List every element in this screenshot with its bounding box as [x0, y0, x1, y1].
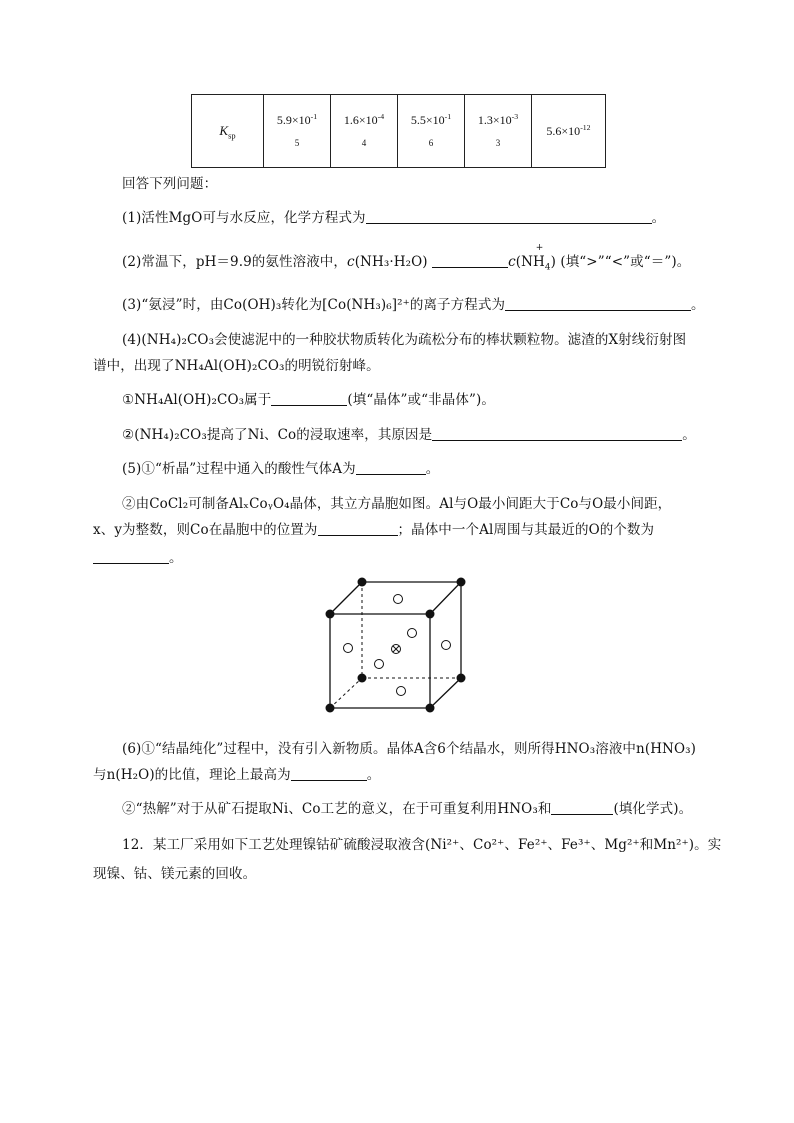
question-6-2: [122, 797, 692, 817]
ksp-value-base: 1.3×10: [477, 112, 512, 127]
ksp-table: [191, 94, 606, 168]
table-row: [192, 95, 606, 168]
q2-nh4-sub: 4: [544, 262, 551, 273]
question-4-line-1: (4)(NH₄)₂CO₃会使滤泥中的一种胶状物质转化为疏松分布的棒状颗粒物。滤渣的X射线衍射图: [122, 332, 687, 348]
question-12-line-1: 12．某工厂采用如下工艺处理镍钴矿硫酸浸取液含(Ni²⁺、Co²⁺、Fe²⁺、Fe³⁺、Mg²⁺和Mn²⁺)。实: [122, 837, 722, 853]
question-4-line-2: 谱中，出现了NH₄Al(OH)₂CO₃的明锐衍射峰。: [93, 358, 380, 374]
answer-blank[interactable]: [432, 427, 682, 441]
ksp-value-exponent: -4: [377, 111, 385, 121]
q5-2-text: x、y为整数，则Co在晶胞中的位置为: [93, 522, 318, 538]
q6-1-text: 与n(H₂O)的比值，理论上最高为: [93, 767, 291, 783]
answer-blank[interactable]: [291, 767, 367, 781]
ksp-value-exponent-cont: 3: [495, 137, 501, 148]
question-1: [122, 206, 665, 226]
ksp-value-base: 5.9×10: [276, 112, 311, 127]
ksp-symbol: K: [219, 123, 229, 138]
answer-blank[interactable]: [271, 392, 347, 406]
ksp-value-cell: [532, 95, 606, 168]
answer-blank[interactable]: [432, 254, 508, 268]
q2-nh4-open: (NH: [515, 254, 545, 270]
answer-blank[interactable]: [505, 297, 691, 311]
q2-conc-symbol: c: [508, 254, 516, 270]
question-4-2: [122, 423, 696, 443]
ksp-value-base: 5.6×10: [546, 124, 581, 138]
q5-2-end: 。: [169, 550, 183, 566]
q4-1-tail: (填“晶体”或“非晶体”)。: [347, 392, 495, 408]
answer-blank[interactable]: [93, 550, 169, 564]
question-3: [122, 293, 705, 313]
question-5-1: [122, 457, 439, 477]
q2-conc-symbol: c: [347, 254, 355, 270]
q2-text: (2)常温下，pH＝9.9的氨性溶液中，: [122, 254, 348, 270]
answer-blank[interactable]: [318, 522, 398, 536]
crystal-cell-diagram: [318, 572, 478, 722]
q5-1-text: (5)①“析晶”过程中通入的酸性气体A为: [122, 461, 356, 477]
ksp-value-exponent: -12: [580, 123, 591, 132]
question-6-line-2: [93, 763, 380, 783]
question-4-1: [122, 388, 495, 408]
q4-2-text: ②(NH₄)₂CO₃提高了Ni、Co的浸取速率，其原因是: [122, 427, 433, 443]
q2-nh3: (NH₃·H₂O): [354, 254, 433, 270]
ksp-value-exponent: -3: [511, 111, 519, 121]
q3-end: 。: [691, 297, 705, 313]
answer-blank[interactable]: [366, 210, 652, 224]
question-5-2-line-2: [93, 518, 654, 538]
question-2: [122, 243, 691, 273]
question-12-line-2: 现镍、钴、镁元素的回收。: [93, 866, 257, 882]
q1-end: 。: [651, 210, 666, 226]
q3-text: (3)“氨浸”时，由Co(OH)₃转化为[Co(NH₃)₆]²⁺的离子方程式为: [122, 297, 506, 313]
answer-blank[interactable]: [356, 461, 426, 475]
ksp-value-exponent-cont: 4: [361, 137, 367, 148]
question-5-2-line-1: ②由CoCl₂可制备AlₓCoᵧO₄晶体，其立方晶胞如图。Al与O最小间距大于Co与O最小间距，: [122, 496, 672, 512]
q4-1-text: ①NH₄Al(OH)₂CO₃属于: [122, 392, 272, 408]
ksp-value-exponent-cont: 6: [428, 137, 434, 148]
question-6-line-1: (6)①“结晶纯化”过程中，没有引入新物质。晶体A含6个结晶水，则所得HNO₃溶液中n(HNO₃): [122, 741, 697, 757]
ksp-value-base: 5.5×10: [410, 112, 445, 127]
ksp-value-base: 1.6×10: [343, 112, 378, 127]
ksp-value-exponent: -1: [444, 111, 452, 121]
ksp-value-cell: [465, 95, 532, 168]
q6-2-text: ②“热解”对于从矿石提取Ni、Co工艺的意义，在于可重复利用HNO₃和: [122, 801, 552, 817]
q4-2-tail: 。: [682, 427, 696, 443]
q5-1-tail: 。: [425, 461, 440, 477]
ksp-symbol-subscript: sp: [228, 130, 236, 141]
ksp-value-cell: [264, 95, 331, 168]
q2-nh4-charge: +: [535, 243, 544, 253]
q2-ammonium: [515, 243, 551, 273]
answer-blank[interactable]: [551, 801, 613, 815]
q6-2-tail: (填化学式)。: [613, 801, 693, 817]
ksp-value-exponent: -1: [310, 111, 318, 121]
q5-2-text-2: ；晶体中一个Al周围与其最近的O的个数为: [397, 522, 655, 538]
question-5-2-line-3: [93, 546, 183, 566]
q2-tail: ) (填“>”“<”或“＝”)。: [550, 254, 691, 270]
ksp-value-cell: [398, 95, 465, 168]
intro-text: 回答下列问题：: [122, 176, 218, 192]
q6-1-end: 。: [366, 767, 381, 783]
ksp-value-exponent-cont: 5: [294, 137, 300, 148]
ksp-header-cell: [192, 95, 264, 168]
ksp-value-cell: [331, 95, 398, 168]
q1-text: (1)活性MgO可与水反应，化学方程式为: [122, 210, 366, 226]
